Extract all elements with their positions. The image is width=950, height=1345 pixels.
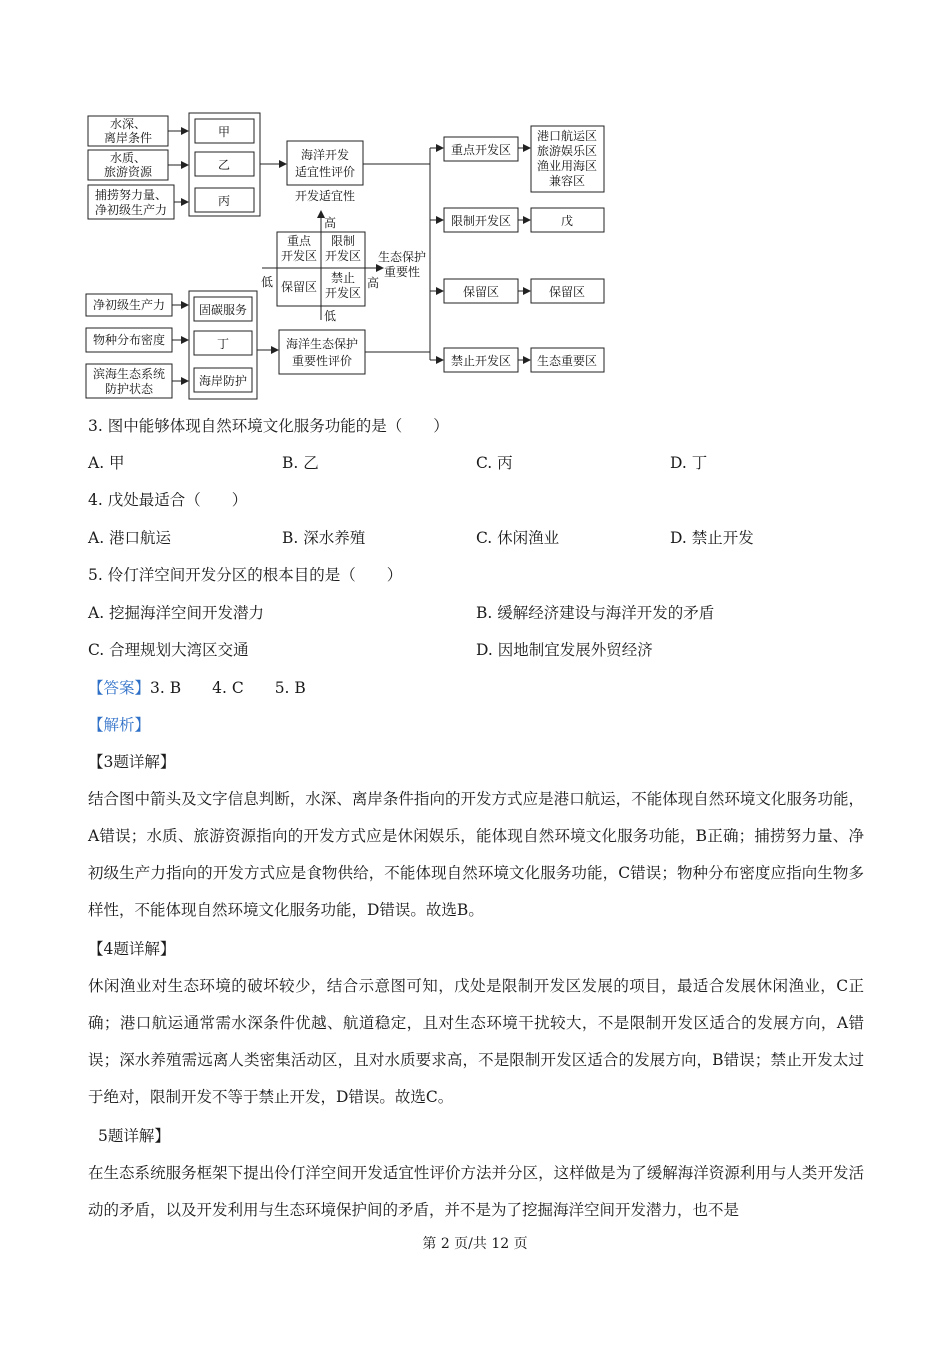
input-top-2-line1: 水质、 xyxy=(109,151,147,165)
q5-option-b: B. 缓解经济建设与海洋开发的矛盾 xyxy=(476,604,715,622)
input-bottom-1-line1: 净初级生产力 xyxy=(92,298,166,312)
q4-option-a: A. 港口航运 xyxy=(88,529,172,547)
detail-5-text: 在生态系统服务框架下提出伶仃洋空间开发适宜性评价方法并分区，这样做是为了缓解海洋资源利用与人类开发活动的矛盾，以及开发利用与生态环境保护间的矛盾，并不是为了挖掘海洋空间开发潜力，也不是 xyxy=(88,1164,864,1219)
answer-line xyxy=(88,678,306,698)
input-top-1 xyxy=(88,116,168,146)
zoning-diagram xyxy=(80,108,620,404)
outcome-1-line4: 兼容区 xyxy=(548,174,586,188)
suitability-line1: 海洋开发 xyxy=(300,148,350,162)
matrix-cell-2-line2: 开发区 xyxy=(324,249,362,263)
q3-option-c: C. 丙 xyxy=(476,454,513,472)
matrix-high-top: 高 xyxy=(323,216,337,230)
outcome-eco: 生态重要区 xyxy=(536,354,598,368)
detail-3-title: 【3题详解】 xyxy=(88,753,176,771)
outcome-reserve: 保留区 xyxy=(548,285,586,299)
analysis-label: 【解析】 xyxy=(88,716,151,734)
service-yi: 乙 xyxy=(217,158,231,172)
input-bottom-3 xyxy=(86,364,172,398)
answer-label: 【答案】 xyxy=(88,679,151,697)
zone-key: 重点开发区 xyxy=(450,143,512,157)
service-ding: 丁 xyxy=(216,337,230,351)
input-top-2 xyxy=(88,150,168,180)
answer-text: 3. B 4. C 5. B xyxy=(150,679,306,697)
q5-option-d: D. 因地制宜发展外贸经济 xyxy=(476,641,653,659)
input-top-1-line2: 离岸条件 xyxy=(103,131,153,145)
service-jia: 甲 xyxy=(217,125,231,139)
q4-option-b: B. 深水养殖 xyxy=(282,529,366,547)
outcome-1-line3: 渔业用海区 xyxy=(536,159,598,173)
input-bottom-1 xyxy=(86,294,172,316)
matrix-cell-3: 保留区 xyxy=(280,280,318,294)
input-top-3-line2: 净初级生产力 xyxy=(94,203,168,217)
matrix-low-bottom: 低 xyxy=(323,309,337,323)
input-bottom-3-line1: 滨海生态系统 xyxy=(92,367,166,381)
input-bottom-3-line2: 防护状态 xyxy=(104,382,154,396)
suitability-label: 开发适宜性 xyxy=(294,189,356,203)
detail-3-text: 结合图中箭头及文字信息判断，水深、离岸条件指向的开发方式应是港口航运，不能体现自然环境文化服务功能，A错误；水质、旅游资源指向的开发方式应是休闲娱乐，能体现自然环境文化服务功能，B正确；捕捞努力量、净初级生产力指向的开发方式应是食物供给，不能体现自然环境文化服务功能，C错误；物种分布密度应指向生物多样性，不能体现自然环境文化服务功能，D错误。故选B。 xyxy=(88,790,864,919)
zone-prohibited: 禁止开发区 xyxy=(450,354,512,368)
detail-5-title: 5题详解】 xyxy=(98,1127,170,1145)
service-carbon: 固碳服务 xyxy=(198,303,248,317)
protection-line1: 海洋生态保护 xyxy=(285,337,359,351)
input-top-3 xyxy=(88,185,174,219)
matrix-axis-line1: 生态保护 xyxy=(377,250,427,264)
suitability-line2: 适宜性评价 xyxy=(294,165,356,179)
input-top-3-line1: 捕捞努力量、 xyxy=(94,188,168,202)
q3-option-a: A. 甲 xyxy=(88,454,125,472)
matrix-cell-4-line1: 禁止 xyxy=(330,271,356,285)
q4-option-c: C. 休闲渔业 xyxy=(476,529,560,547)
matrix-cell-4-line2: 开发区 xyxy=(324,286,362,300)
matrix-cell-1-line1: 重点 xyxy=(286,234,312,248)
matrix-low-left: 低 xyxy=(260,275,274,289)
service-bing: 丙 xyxy=(217,194,231,208)
matrix-cell-1-line2: 开发区 xyxy=(280,249,318,263)
page-footer: 第 2 页/共 12 页 xyxy=(422,1236,528,1252)
detail-4-text: 休闲渔业对生态环境的破坏较少，结合示意图可知，戊处是限制开发区发展的项目，最适合发展休闲渔业，C正确；港口航运通常需水深条件优越、航道稳定，且对生态环境干扰较大，不是限制开发区适合的发展方向，A错误；深水养殖需远离人类密集活动区，且对水质要求高，不是限制开发区适合的发展方向，B错误；禁止开发太过于绝对，限制开发不等于禁止开发，D错误。故选C。 xyxy=(88,977,864,1106)
input-bottom-2 xyxy=(86,328,172,352)
matrix-high-right: 高 xyxy=(366,276,380,290)
input-top-2-line2: 旅游资源 xyxy=(103,165,153,179)
outcome-1-line2: 旅游娱乐区 xyxy=(536,144,598,158)
detail-4-title: 【4题详解】 xyxy=(88,940,176,958)
outcome-1-line1: 港口航运区 xyxy=(536,129,598,143)
matrix-axis-line2: 重要性 xyxy=(383,265,421,279)
outcome-wu: 戊 xyxy=(560,214,574,228)
protection-line2: 重要性评价 xyxy=(291,354,353,368)
zone-limited: 限制开发区 xyxy=(450,214,512,228)
q3-option-d: D. 丁 xyxy=(670,454,708,472)
input-top-1-line1: 水深、 xyxy=(109,117,147,131)
matrix-cell-2-line1: 限制 xyxy=(330,234,356,248)
service-coast: 海岸防护 xyxy=(198,374,248,388)
q4-option-d: D. 禁止开发 xyxy=(670,529,754,547)
zone-reserve: 保留区 xyxy=(462,285,500,299)
input-bottom-2-line1: 物种分布密度 xyxy=(92,333,166,347)
question-4-stem: 4. 戊处最适合（ ） xyxy=(88,491,248,509)
q5-option-c: C. 合理规划大湾区交通 xyxy=(88,641,249,659)
question-5-stem: 5. 伶仃洋空间开发分区的根本目的是（ ） xyxy=(88,566,403,584)
q3-option-b: B. 乙 xyxy=(282,454,319,472)
question-3-stem: 3. 图中能够体现自然环境文化服务功能的是（ ） xyxy=(88,417,449,435)
q5-option-a: A. 挖掘海洋空间开发潜力 xyxy=(88,604,265,622)
